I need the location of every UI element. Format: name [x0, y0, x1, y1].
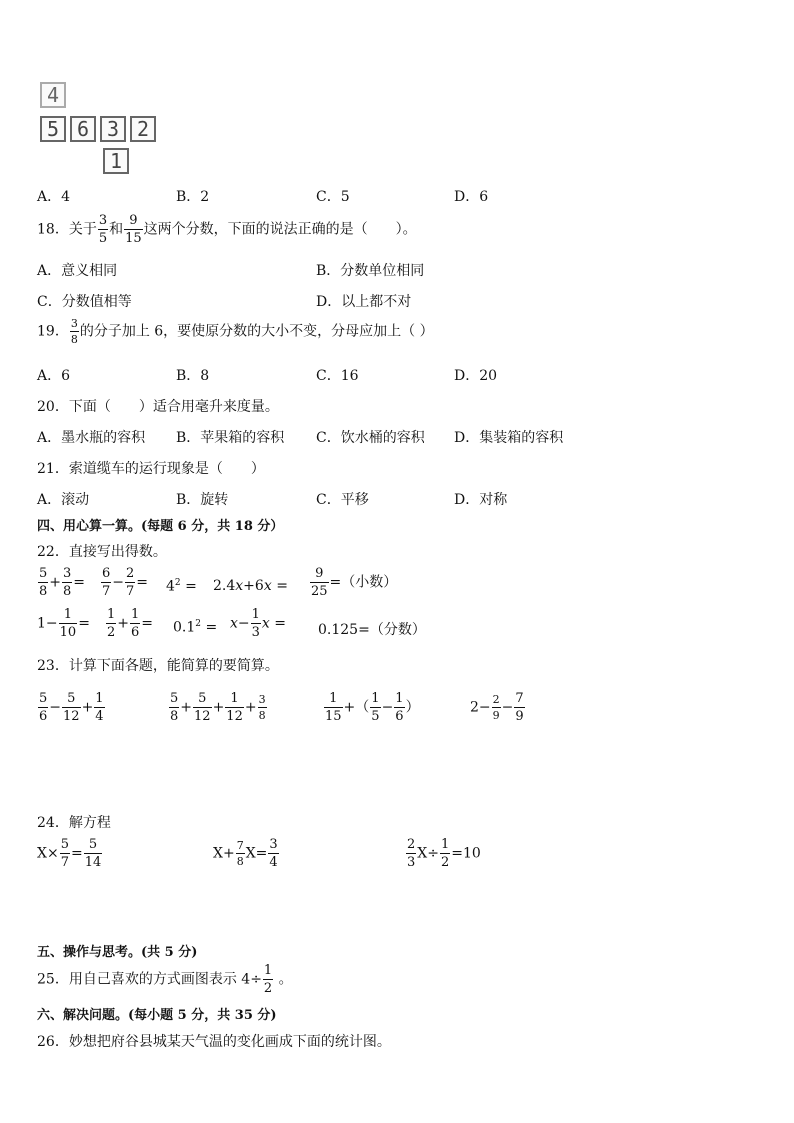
q21-option-c[interactable]: C．平移	[316, 492, 369, 508]
q18-and: 和	[109, 221, 124, 238]
q24-question: 24．解方程	[37, 815, 111, 831]
q18-prefix: 18．关于	[37, 221, 97, 238]
q24-equation-3: $\frac{2}{3}$ X÷ $\frac{1}{2}$ =10	[407, 837, 481, 870]
q26-question: 26．妙想把府谷县城某天气温的变化画成下面的统计图。	[37, 1034, 391, 1050]
q19-suffix: 的分子加上 6，要使原分数的大小不变，分母应加上（ ）	[79, 323, 434, 340]
q20-question: 20．下面（ ）适合用毫升来度量。	[37, 399, 279, 415]
q17-option-c[interactable]: C．5	[316, 189, 350, 205]
q18-option-a[interactable]: A．意义相同	[37, 263, 118, 279]
fraction: $\frac{9}{15}$	[125, 213, 142, 246]
cube-net-figure	[40, 82, 170, 178]
q19-prefix: 19．	[37, 323, 69, 340]
q19-question	[37, 318, 434, 345]
q22-item-1: $\frac{5}{8}$ + $\frac{3}{8}$ =	[39, 566, 86, 599]
q24-equation-2: X+ $\frac{7}{8}$ X= $\frac{3}{4}$	[213, 837, 278, 870]
q21-option-b[interactable]: B．旋转	[176, 492, 229, 508]
q22-item-3: $4^2$ =	[166, 578, 197, 595]
q20-option-a[interactable]: A．墨水瓶的容积	[37, 430, 146, 446]
q23-item-3: $\frac{1}{15}$ +（ $\frac{1}{5}$ − $\frac{1}{6}$ ）	[325, 691, 420, 724]
q18-option-d[interactable]: D．以上都不对	[316, 294, 412, 310]
net-cell: 1	[103, 148, 129, 174]
q22-item-5: $\frac{9}{25}$ =（小数）	[311, 566, 398, 599]
q19-option-c[interactable]: C．16	[316, 368, 359, 384]
q17-option-a[interactable]: A．4	[37, 189, 71, 205]
q18-suffix: 这两个分数，下面的说法正确的是（ ）。	[143, 221, 417, 238]
q24-equation-1: X× $\frac{5}{7}$ = $\frac{5}{14}$	[37, 837, 102, 870]
q18-option-c[interactable]: C．分数值相等	[37, 294, 132, 310]
q18-question	[37, 214, 417, 245]
q17-option-d[interactable]: D．6	[454, 189, 489, 205]
q21-option-a[interactable]: A．滚动	[37, 492, 90, 508]
q21-option-d[interactable]: D．对称	[454, 492, 508, 508]
net-cell: 4	[40, 82, 66, 108]
q17-option-b[interactable]: B．2	[176, 189, 210, 205]
q23-item-4: 2− $\frac{2}{9}$ − $\frac{7}{9}$	[470, 691, 524, 724]
q22-question: 22．直接写出得数。	[37, 544, 167, 560]
q22-item-7: $\frac{1}{2}$ + $\frac{1}{6}$ =	[107, 607, 154, 640]
fraction: $\frac{3}{5}$	[98, 213, 108, 246]
q20-option-d[interactable]: D．集装箱的容积	[454, 430, 564, 446]
q20-option-b[interactable]: B．苹果箱的容积	[176, 430, 285, 446]
fraction: $\frac{3}{8}$	[70, 317, 78, 346]
net-cell: 2	[130, 116, 156, 142]
q22-item-6: 1− $\frac{1}{10}$ =	[37, 607, 90, 640]
q23-question: 23．计算下面各题，能简算的要简算。	[37, 658, 279, 674]
q22-item-8: $0.1^2$ =	[173, 619, 218, 636]
q19-option-a[interactable]: A．6	[37, 368, 71, 384]
section-6-title: 六、解决问题。(每小题 5 分，共 35 分)	[37, 1008, 277, 1023]
q23-item-1: $\frac{5}{6}$ − $\frac{5}{12}$ + $\frac{1}{4}$	[39, 691, 104, 724]
net-cell: 5	[40, 116, 66, 142]
section-5-title: 五、操作与思考。(共 5 分)	[37, 945, 198, 960]
q25-question: 25．用自己喜欢的方式画图表示 4÷ $\frac{1}{2}$ 。	[37, 963, 293, 996]
net-cell: 6	[70, 116, 96, 142]
q20-option-c[interactable]: C．饮水桶的容积	[316, 430, 425, 446]
q23-item-2: $\frac{5}{8}$ + $\frac{5}{12}$ + $\frac{1}{12}$ + $\frac{3}{8}$	[170, 691, 266, 724]
q22-item-4: 2.4x+6x =	[213, 578, 288, 594]
q22-item-10: 0.125=（分数）	[318, 622, 426, 638]
section-4-title: 四、用心算一算。(每题 6 分，共 18 分）	[37, 519, 284, 534]
q22-item-9: x− $\frac{1}{3}$ x =	[230, 607, 287, 640]
net-cell: 3	[100, 116, 126, 142]
q21-question: 21．索道缆车的运行现象是（ ）	[37, 461, 265, 477]
q22-item-2: $\frac{6}{7}$ − $\frac{2}{7}$ =	[102, 566, 149, 599]
q18-option-b[interactable]: B．分数单位相同	[316, 263, 425, 279]
q19-option-b[interactable]: B．8	[176, 368, 210, 384]
q19-option-d[interactable]: D．20	[454, 368, 498, 384]
